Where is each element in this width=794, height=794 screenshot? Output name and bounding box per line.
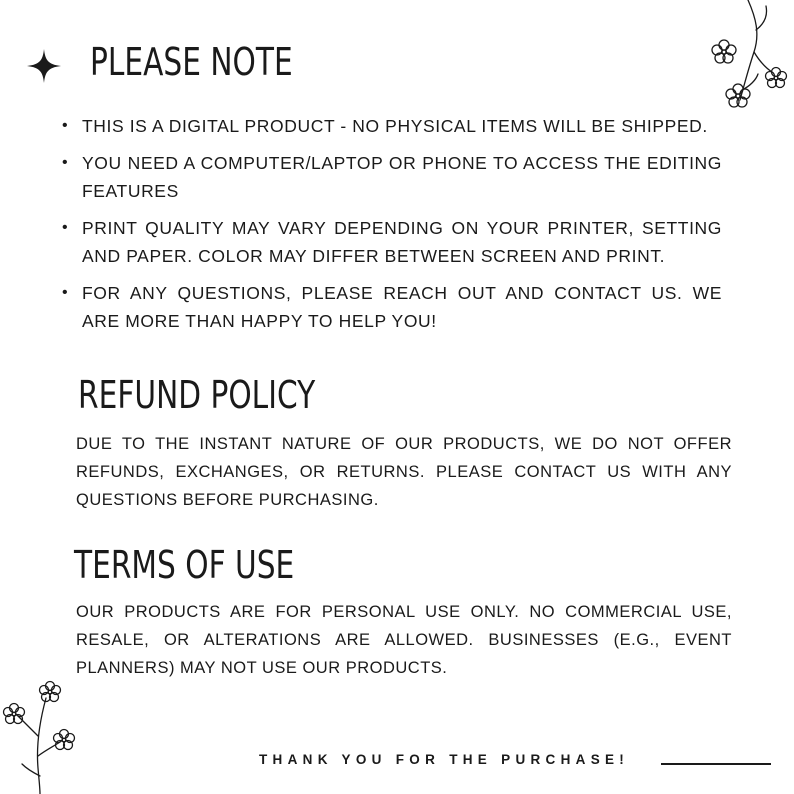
list-item: • PRINT QUALITY MAY VARY DEPENDING ON YOUR PRINTER, SETTING AND PAPER. COLOR MAY DIFFER BETWEEN SCREEN AND PRINT. <box>62 214 722 270</box>
thank-you-text: THANK YOU FOR THE PURCHASE! <box>259 752 630 767</box>
sparkle-icon <box>26 48 62 84</box>
terms-of-use-heading: TERMS OF USE <box>74 543 295 587</box>
please-note-heading: PLEASE NOTE <box>90 40 293 84</box>
list-item: • THIS IS A DIGITAL PRODUCT - NO PHYSICAL ITEMS WILL BE SHIPPED. <box>62 112 722 140</box>
footer-divider <box>661 763 771 765</box>
notes-list <box>62 112 722 344</box>
refund-policy-heading: REFUND POLICY <box>78 373 316 417</box>
flower-doodle-icon <box>0 676 84 794</box>
list-item: • YOU NEED A COMPUTER/LAPTOP OR PHONE TO ACCESS THE EDITING FEATURES <box>62 149 722 205</box>
refund-policy-text: DUE TO THE INSTANT NATURE OF OUR PRODUCTS, WE DO NOT OFFER REFUNDS, EXCHANGES, OR RETURNS. PLEASE CONTACT US WITH ANY QUESTIONS BEFORE PURCHASING. <box>76 435 732 509</box>
flower-doodle-icon <box>698 0 794 122</box>
terms-of-use-text: OUR PRODUCTS ARE FOR PERSONAL USE ONLY. NO COMMERCIAL USE, RESALE, OR ALTERATIONS ARE ALLOWED. BUSINESSES (E.G., EVENT PLANNERS) MAY NOT USE OUR PRODUCTS. <box>76 603 732 677</box>
list-item: • FOR ANY QUESTIONS, PLEASE REACH OUT AND CONTACT US. WE ARE MORE THAN HAPPY TO HELP YOU! <box>62 279 722 335</box>
